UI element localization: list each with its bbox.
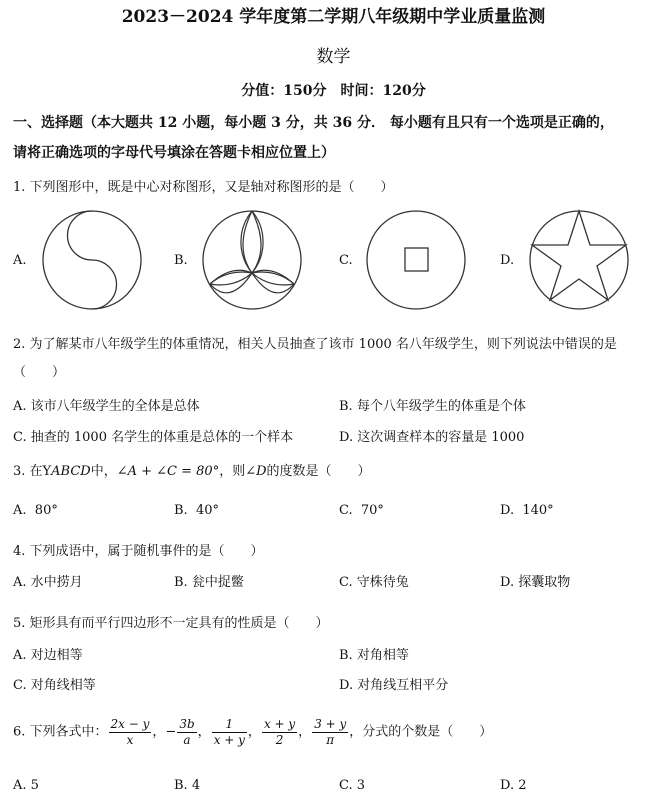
q6-minus-sign: − <box>165 724 177 740</box>
subject-title: 数学 <box>316 47 351 67</box>
q1-option-a-label: A. <box>13 253 27 268</box>
q3-option-c: C. 70° <box>339 503 384 518</box>
q6-fraction-5: $\frac{3 + y}{\pi}$ <box>314 717 347 747</box>
q6-option-c: C. 3 <box>339 778 366 793</box>
q2-option-b: B. 每个八年级学生的体重是个体 <box>339 399 526 414</box>
q3-option-d-value: 140° <box>522 503 554 518</box>
q4-option-a: A. 水中捞月 <box>13 575 83 590</box>
q5-option-b: B. 对角相等 <box>339 648 409 663</box>
q3-option-a-value: 80° <box>34 503 58 518</box>
circle-square-figure <box>364 208 468 312</box>
question-6-stem: 6. 下列各式中： $\frac{2x - y}{x}$ ，− $\frac{3b}{a}$ ， $\frac{1}{x + y}$ ， $\frac{x + y}{2}$ ， $\frac{3 + y}{\pi}$ ，分式的个数是（ ） <box>13 717 493 747</box>
q6-fraction-3: $\frac{1}{x + y}$ <box>213 717 245 747</box>
q3-rest: ，则∠ <box>219 464 257 479</box>
q4-option-c: C. 守株待兔 <box>339 575 409 590</box>
q5-option-a: A. 对边相等 <box>13 648 83 663</box>
q6-prefix: 6. 下列各式中： <box>13 724 108 740</box>
q3-option-c-value: 70° <box>360 503 384 518</box>
question-3-stem <box>13 460 371 479</box>
q3-prefix: 3. 在 <box>13 464 43 479</box>
q3-option-b-value: 40° <box>195 503 219 518</box>
q3-variable: D <box>256 464 267 479</box>
q3-condition: ∠A + ∠C = 80° <box>116 464 220 479</box>
q6-fraction-4: $\frac{x + y}{2}$ <box>263 717 296 747</box>
q6-fraction-1: $\frac{2x - y}{x}$ <box>110 717 150 747</box>
question-2-stem-cont: （ ） <box>13 365 66 380</box>
q6-fraction-2: $\frac{3b}{a}$ <box>179 717 195 747</box>
q3-mid: 中， <box>90 464 117 479</box>
q5-option-d: D. 对角线互相平分 <box>339 678 449 693</box>
q1-option-d-label: D. <box>500 253 515 268</box>
q6-suffix: ，分式的个数是（ ） <box>349 724 493 740</box>
q2-option-c: C. 抽查的 1000 名学生的体重是总体的一个样本 <box>13 430 294 445</box>
q6-option-d: D. 2 <box>500 778 527 793</box>
q6-option-a: A. 5 <box>13 778 39 793</box>
section-heading-line2: 请将正确选项的字母代号填涂在答题卡相应位置上） <box>13 145 335 161</box>
q3-option-d: D. 140° <box>500 503 554 518</box>
q3-figure-name: ABCD <box>51 464 91 479</box>
question-4-stem: 4. 下列成语中，属于随机事件的是（ ） <box>13 544 264 559</box>
q1-option-c-label: C. <box>339 253 353 268</box>
q5-option-c: C. 对角线相等 <box>13 678 96 693</box>
q1-option-b-label: B. <box>174 253 188 268</box>
q4-option-d: D. 探囊取物 <box>500 575 571 590</box>
question-2-stem: 2. 为了解某市八年级学生的体重情况，相关人员抽查了该市 1000 名八年级学生，则下列说法中错误的是 <box>13 337 617 352</box>
question-1-stem: 1. 下列图形中，既是中心对称图形，又是轴对称图形的是（ ） <box>13 180 394 195</box>
yin-yang-figure <box>40 208 144 312</box>
star-circle-figure <box>527 208 631 312</box>
q3-option-a: A. 80° <box>13 503 58 518</box>
parallelogram-symbol: Y <box>42 464 52 479</box>
three-arcs-figure <box>200 208 304 312</box>
score-time-info: 分值：150分 时间：120分 <box>241 83 426 99</box>
q2-option-a: A. 该市八年级学生的全体是总体 <box>13 399 200 414</box>
exam-title: 2023－2024 学年度第二学期八年级期中学业质量监测 <box>121 7 546 27</box>
question-5-stem: 5. 矩形具有而平行四边形不一定具有的性质是（ ） <box>13 616 329 631</box>
q6-option-b: B. 4 <box>174 778 201 793</box>
q3-option-b: B. 40° <box>174 503 219 518</box>
section-heading-line1: 一、选择题（本大题共 12 小题，每小题 3 分，共 36 分． 每小题有且只有一个选项是正确的， <box>13 115 614 131</box>
q3-end: 的度数是（ ） <box>266 464 371 479</box>
q2-option-d: D. 这次调查样本的容量是 1000 <box>339 430 525 445</box>
q4-option-b: B. 瓮中捉鳖 <box>174 575 244 590</box>
